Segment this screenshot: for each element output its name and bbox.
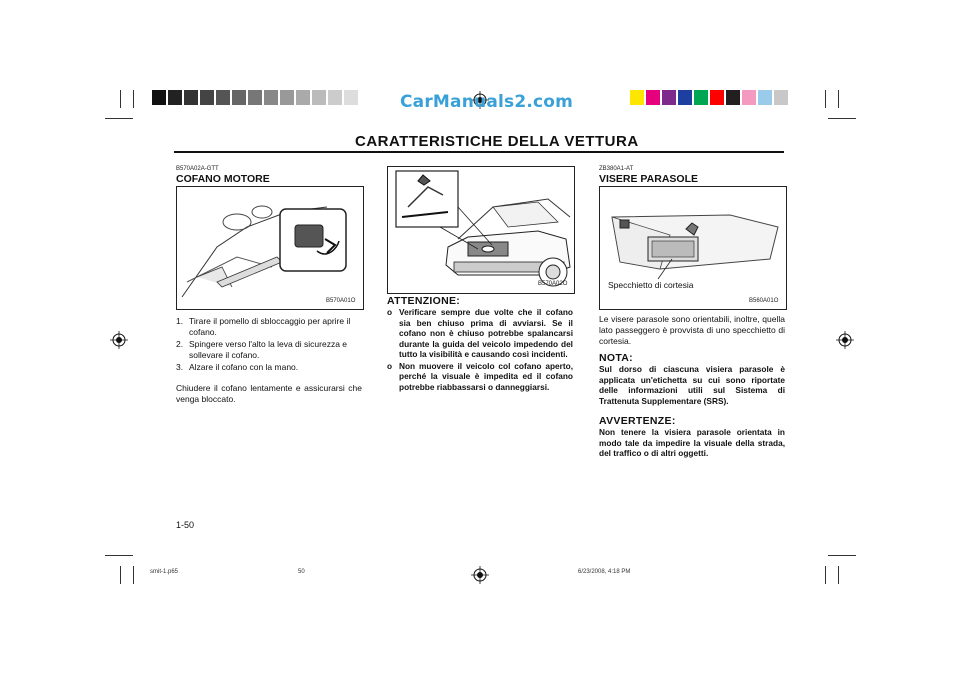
crop-mark	[120, 90, 121, 108]
color-swatch	[200, 90, 214, 105]
crop-mark	[120, 566, 121, 584]
color-swatch	[344, 90, 358, 105]
note-title: NOTA:	[599, 352, 633, 364]
sun-visor-drawing	[600, 187, 786, 309]
sun-visor-illustration	[599, 186, 787, 310]
footer-file: smit-1.p65	[150, 569, 179, 575]
crop-mark	[838, 90, 839, 108]
crop-mark	[838, 566, 839, 584]
crop-mark	[825, 566, 826, 584]
color-swatch	[758, 90, 772, 105]
color-swatch	[694, 90, 708, 105]
hood-open-drawing	[388, 167, 574, 293]
crop-mark	[133, 566, 134, 584]
color-swatch	[312, 90, 326, 105]
crop-mark	[105, 555, 133, 556]
image-label: B570A02O	[538, 281, 568, 287]
color-swatch	[296, 90, 310, 105]
section-code: ZB380A1-AT	[599, 166, 634, 172]
registration-mark-icon	[836, 331, 854, 349]
page-title: CARATTERISTICHE DELLA VETTURA	[355, 133, 639, 150]
warning-block	[387, 295, 573, 393]
footer-date: 6/23/2008, 4:18 PM	[578, 569, 631, 575]
step-item: 2. Spingere verso l'alto la leva di sicurezza e sollevare il cofano.	[176, 339, 348, 360]
color-swatch	[264, 90, 278, 105]
warning-item: o Verificare sempre due volte che il cofano sia ben chiuso prima di avviarsi. Se il cofano non è chiuso potrebbe spalancarsi durante la guida del veicolo impedendo del tutto la visibilità e causando così incidenti.	[387, 307, 573, 359]
footer-page: 50	[298, 569, 305, 575]
note-text: Sul dorso di ciascuna visiera parasole è applicata un'etichetta su cui sono riportate delle informazioni utili sul Sistema di Trattenuta Supplementare (SRS).	[599, 364, 785, 406]
crop-mark	[828, 118, 856, 119]
warning-item: o Non muovere il veicolo col cofano aperto, perché la visuale è impedita ed il cofano potrebbe riabbassarsi o danneggiarsi.	[387, 360, 573, 392]
crop-mark	[133, 90, 134, 108]
color-swatch	[216, 90, 230, 105]
color-swatch	[184, 90, 198, 105]
color-swatch	[232, 90, 246, 105]
warning-list	[387, 307, 573, 392]
caution-block	[599, 415, 785, 459]
instructions	[176, 316, 362, 405]
step-item: 1. Tirare il pomello di sbloccaggio per aprire il cofano.	[176, 316, 351, 337]
crop-mark	[105, 118, 133, 119]
crop-mark	[828, 555, 856, 556]
image-caption: Specchietto di cortesia	[608, 280, 694, 290]
hood-release-illustration	[176, 186, 364, 310]
color-swatch	[280, 90, 294, 105]
color-swatch	[710, 90, 724, 105]
section-heading: VISERE PARASOLE	[599, 173, 698, 185]
visor-paragraph: Le visere parasole sono orientabili, inoltre, quella lato passeggero è provvista di uno specchietto di cortesia.	[599, 314, 785, 346]
color-swatch	[248, 90, 262, 105]
color-swatch	[152, 90, 166, 105]
hood-release-drawing	[177, 187, 363, 309]
warning-title: ATTENZIONE:	[387, 295, 461, 307]
color-swatch	[630, 90, 644, 105]
color-swatch	[168, 90, 182, 105]
color-swatch	[662, 90, 676, 105]
section-heading: COFANO MOTORE	[176, 173, 270, 185]
closing-paragraph: Chiudere il cofano lentamente e assicurarsi che venga bloccato.	[176, 383, 362, 404]
page-number: 1-50	[176, 520, 195, 530]
note-block	[599, 352, 785, 406]
hood-open-illustration	[387, 166, 575, 294]
steps-list	[176, 316, 362, 373]
color-swatch	[774, 90, 788, 105]
header-rule	[174, 151, 784, 153]
color-swatch	[742, 90, 756, 105]
image-label: B570A01O	[326, 298, 356, 304]
registration-mark-icon	[471, 566, 489, 584]
section-code: B570A02A-GTT	[176, 166, 219, 172]
crop-mark	[825, 90, 826, 108]
color-swatch	[328, 90, 342, 105]
watermark: CarManuals2.com	[400, 92, 574, 112]
caution-text: Non tenere la visiera parasole orientata in modo tale da impedire la visuale della strada, del traffico o di altri oggetti.	[599, 427, 785, 458]
step-item: 3. Alzare il cofano con la mano.	[176, 362, 299, 372]
image-label: B560A01O	[749, 298, 779, 304]
color-swatch	[646, 90, 660, 105]
caution-title: AVVERTENZE:	[599, 415, 676, 427]
color-swatch	[726, 90, 740, 105]
color-swatch	[678, 90, 692, 105]
registration-mark-icon	[110, 331, 128, 349]
